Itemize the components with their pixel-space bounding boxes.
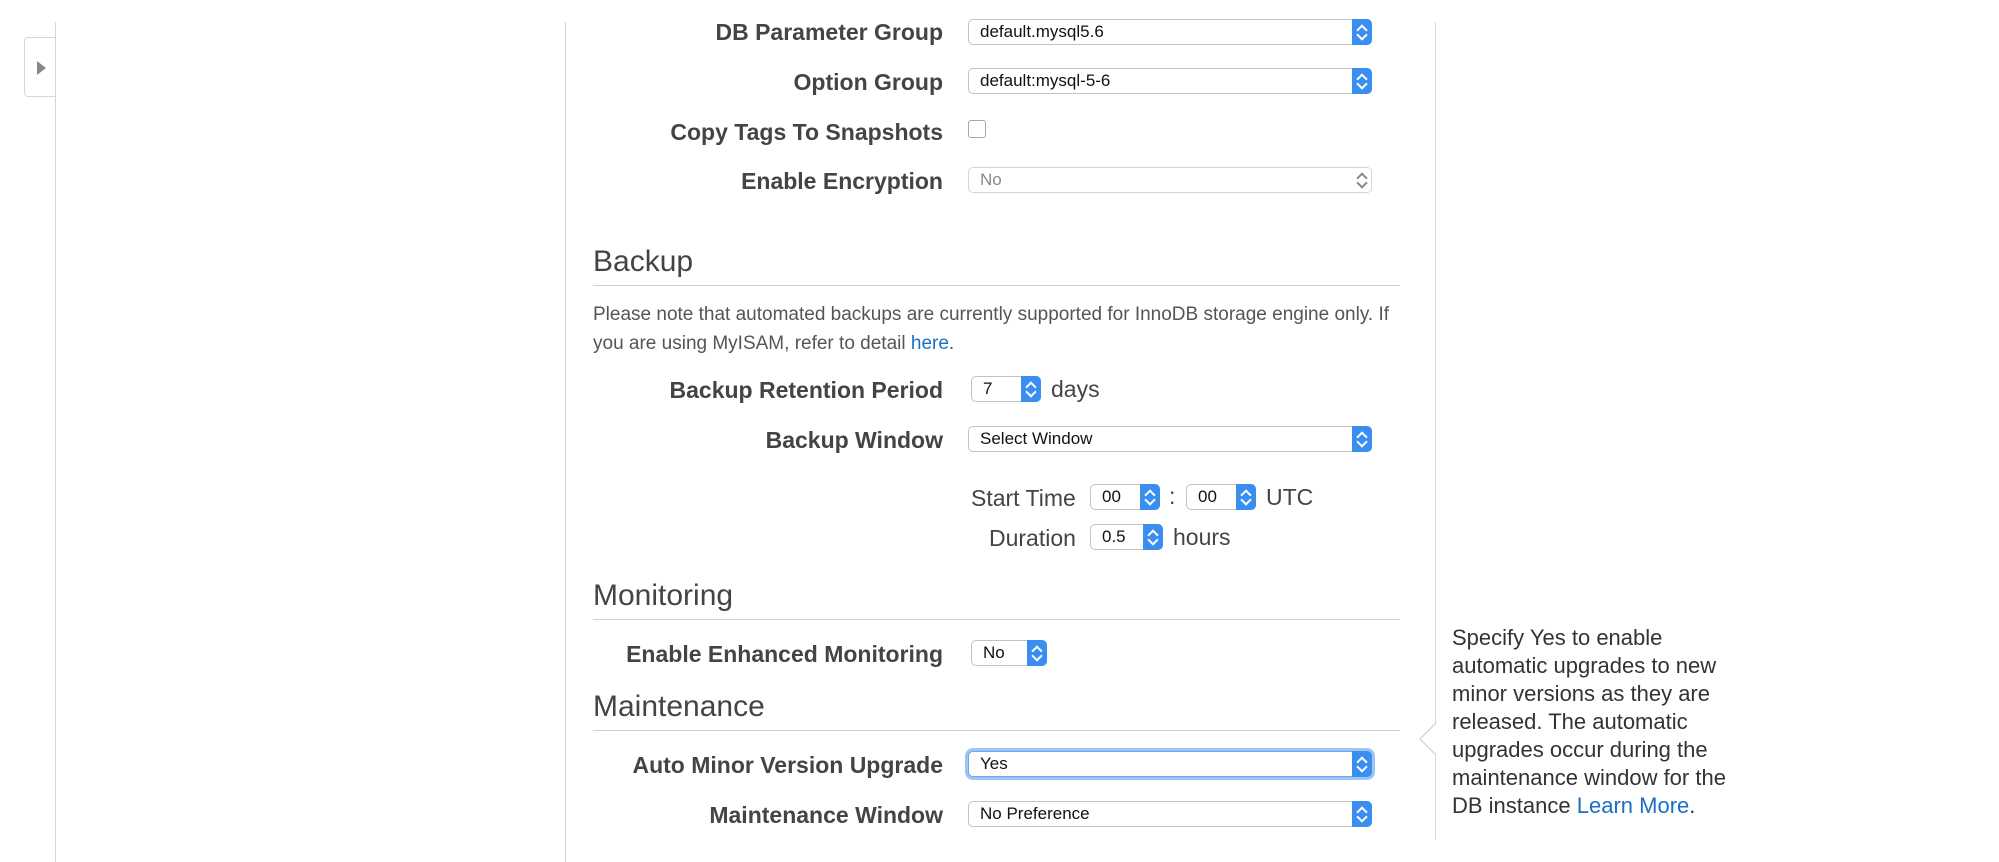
- copy-tags-checkbox[interactable]: [968, 120, 986, 138]
- enhanced-monitoring-label: Enable Enhanced Monitoring: [626, 641, 943, 667]
- backup-retention-unit: days: [1051, 376, 1100, 402]
- backup-window-value: Select Window: [980, 429, 1093, 448]
- select-stepper-icon: [1352, 19, 1372, 45]
- backup-retention-label: Backup Retention Period: [669, 377, 943, 403]
- backup-divider: [593, 285, 1400, 286]
- backup-retention-select[interactable]: [971, 376, 1041, 402]
- select-stepper-icon: [1352, 167, 1372, 193]
- start-time-timezone: UTC: [1266, 484, 1314, 510]
- help-pointer-fill: [1421, 724, 1436, 754]
- auto-minor-upgrade-select[interactable]: [968, 751, 1372, 777]
- select-stepper-icon: [1021, 376, 1041, 402]
- backup-note: [593, 300, 1408, 358]
- db-parameter-group-label: DB Parameter Group: [715, 19, 943, 45]
- backup-retention-value: 7: [983, 379, 993, 398]
- backup-section-title: Backup: [593, 245, 694, 278]
- left-panel-border: [55, 22, 56, 862]
- backup-note-period: .: [948, 333, 955, 354]
- duration-value: 0.5: [1102, 527, 1126, 546]
- backup-window-select[interactable]: [968, 426, 1372, 452]
- select-stepper-icon: [1027, 640, 1047, 666]
- duration-select[interactable]: [1090, 524, 1163, 550]
- expand-panel-tab[interactable]: [24, 37, 55, 97]
- start-time-minute-select[interactable]: [1186, 484, 1256, 510]
- auto-minor-upgrade-value: Yes: [980, 754, 1008, 773]
- start-time-hour-value: 00: [1102, 487, 1121, 506]
- backup-window-label: Backup Window: [765, 427, 943, 453]
- help-panel-border: [1435, 22, 1436, 840]
- db-parameter-group-value: default.mysql5.6: [980, 22, 1104, 41]
- option-group-select[interactable]: [968, 68, 1372, 94]
- copy-tags-label: Copy Tags To Snapshots: [670, 119, 943, 145]
- maintenance-window-select[interactable]: [968, 801, 1372, 827]
- learn-more-link[interactable]: Learn More: [1576, 793, 1690, 818]
- db-parameter-group-select[interactable]: [968, 19, 1372, 45]
- monitoring-divider: [593, 619, 1400, 620]
- select-stepper-icon: [1352, 68, 1372, 94]
- enable-encryption-select: [968, 167, 1372, 193]
- start-time-label: Start Time: [971, 485, 1076, 511]
- caret-right-icon: [37, 61, 46, 75]
- select-stepper-icon: [1352, 426, 1372, 452]
- help-period: .: [1689, 793, 1696, 818]
- option-group-value: default:mysql-5-6: [980, 71, 1111, 90]
- start-time-separator: :: [1169, 483, 1176, 509]
- select-stepper-icon: [1143, 524, 1163, 550]
- select-stepper-icon: [1236, 484, 1256, 510]
- enable-encryption-value: No: [980, 170, 1002, 189]
- maintenance-window-label: Maintenance Window: [709, 802, 943, 828]
- backup-note-link[interactable]: here: [910, 333, 949, 354]
- monitoring-section-title: Monitoring: [593, 579, 734, 612]
- enable-encryption-label: Enable Encryption: [741, 168, 943, 194]
- enhanced-monitoring-select[interactable]: [971, 640, 1047, 666]
- backup-note-text: Please note that automated backups are currently supported for InnoDB storage engine only. If you are using MyISAM, refer to detail: [593, 304, 1390, 354]
- start-time-hour-select[interactable]: [1090, 484, 1160, 510]
- auto-minor-upgrade-label: Auto Minor Version Upgrade: [632, 752, 943, 778]
- maintenance-window-value: No Preference: [980, 804, 1090, 823]
- content-border: [565, 22, 566, 862]
- maintenance-section-title: Maintenance: [593, 690, 765, 723]
- help-text: [1452, 624, 1742, 820]
- start-time-minute-value: 00: [1198, 487, 1217, 506]
- select-stepper-icon: [1352, 751, 1372, 777]
- duration-label: Duration: [989, 525, 1076, 551]
- enhanced-monitoring-value: No: [983, 643, 1005, 662]
- option-group-label: Option Group: [793, 69, 943, 95]
- help-body: Specify Yes to enable automatic upgrades to new minor versions as they are released. The automatic upgrades occur during the maintenance window for the DB instance: [1452, 625, 1726, 818]
- select-stepper-icon: [1352, 801, 1372, 827]
- duration-unit: hours: [1173, 524, 1231, 550]
- maintenance-divider: [593, 730, 1400, 731]
- select-stepper-icon: [1140, 484, 1160, 510]
